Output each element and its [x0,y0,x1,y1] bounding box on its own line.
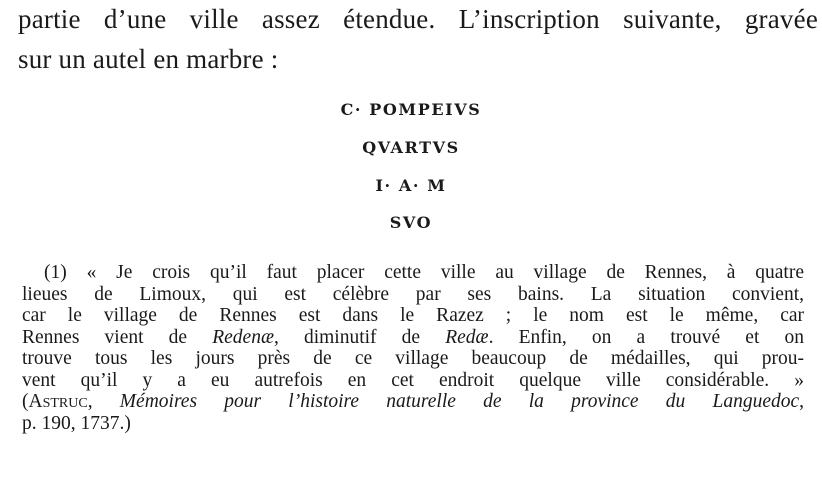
footnote-text: . Enfin, on a trouvé et on [488,326,804,348]
footnote-text: Rennes vient de [22,326,213,348]
ref-separator: , [87,391,120,412]
footnote-line: vent qu’il y a eu autrefois en cet endroit quelque ville considérable. » [22,369,804,391]
footnote-line: lieues de Limoux, qui est célèbre par ses bains. La situation convient, [22,283,804,305]
inscription-line: QVARTVS [362,138,460,157]
footnote-text: , diminutif de [273,326,446,348]
footnote-line [22,327,804,349]
ref-title: Mémoires pour l’histoire naturelle de la province du Languedoc [119,391,800,412]
footnote-reference [22,391,804,413]
inscription-line: C· POMPEIVS [340,100,482,119]
footnote-pages: p. 190, 1737.) [22,412,131,434]
ref-open-paren: ( [22,391,29,412]
inscription-line: SVO [389,213,433,232]
body-text-line: sur un autel en marbre : [18,44,279,74]
inscription-line: I· A· M [375,176,447,195]
footnote [22,262,804,434]
footnote-line: trouve tous les jours près de ce village beaucoup de médailles, qui prou- [22,348,804,369]
footnote-line: (1) « Je crois qu’il faut placer cette ville au village de Rennes, à quatre [44,262,804,283]
ref-author: Astruc [28,391,88,412]
footnote-italic-term: Redæ [445,326,489,348]
ref-comma: , [799,391,805,412]
body-text-line: partie d’une ville assez étendue. L’inscription suivante, gravée [18,4,818,34]
footnote-line: car le village de Rennes est dans le Razez ; le nom est le même, car [22,305,804,326]
footnote-italic-term: Redenæ [212,326,274,348]
